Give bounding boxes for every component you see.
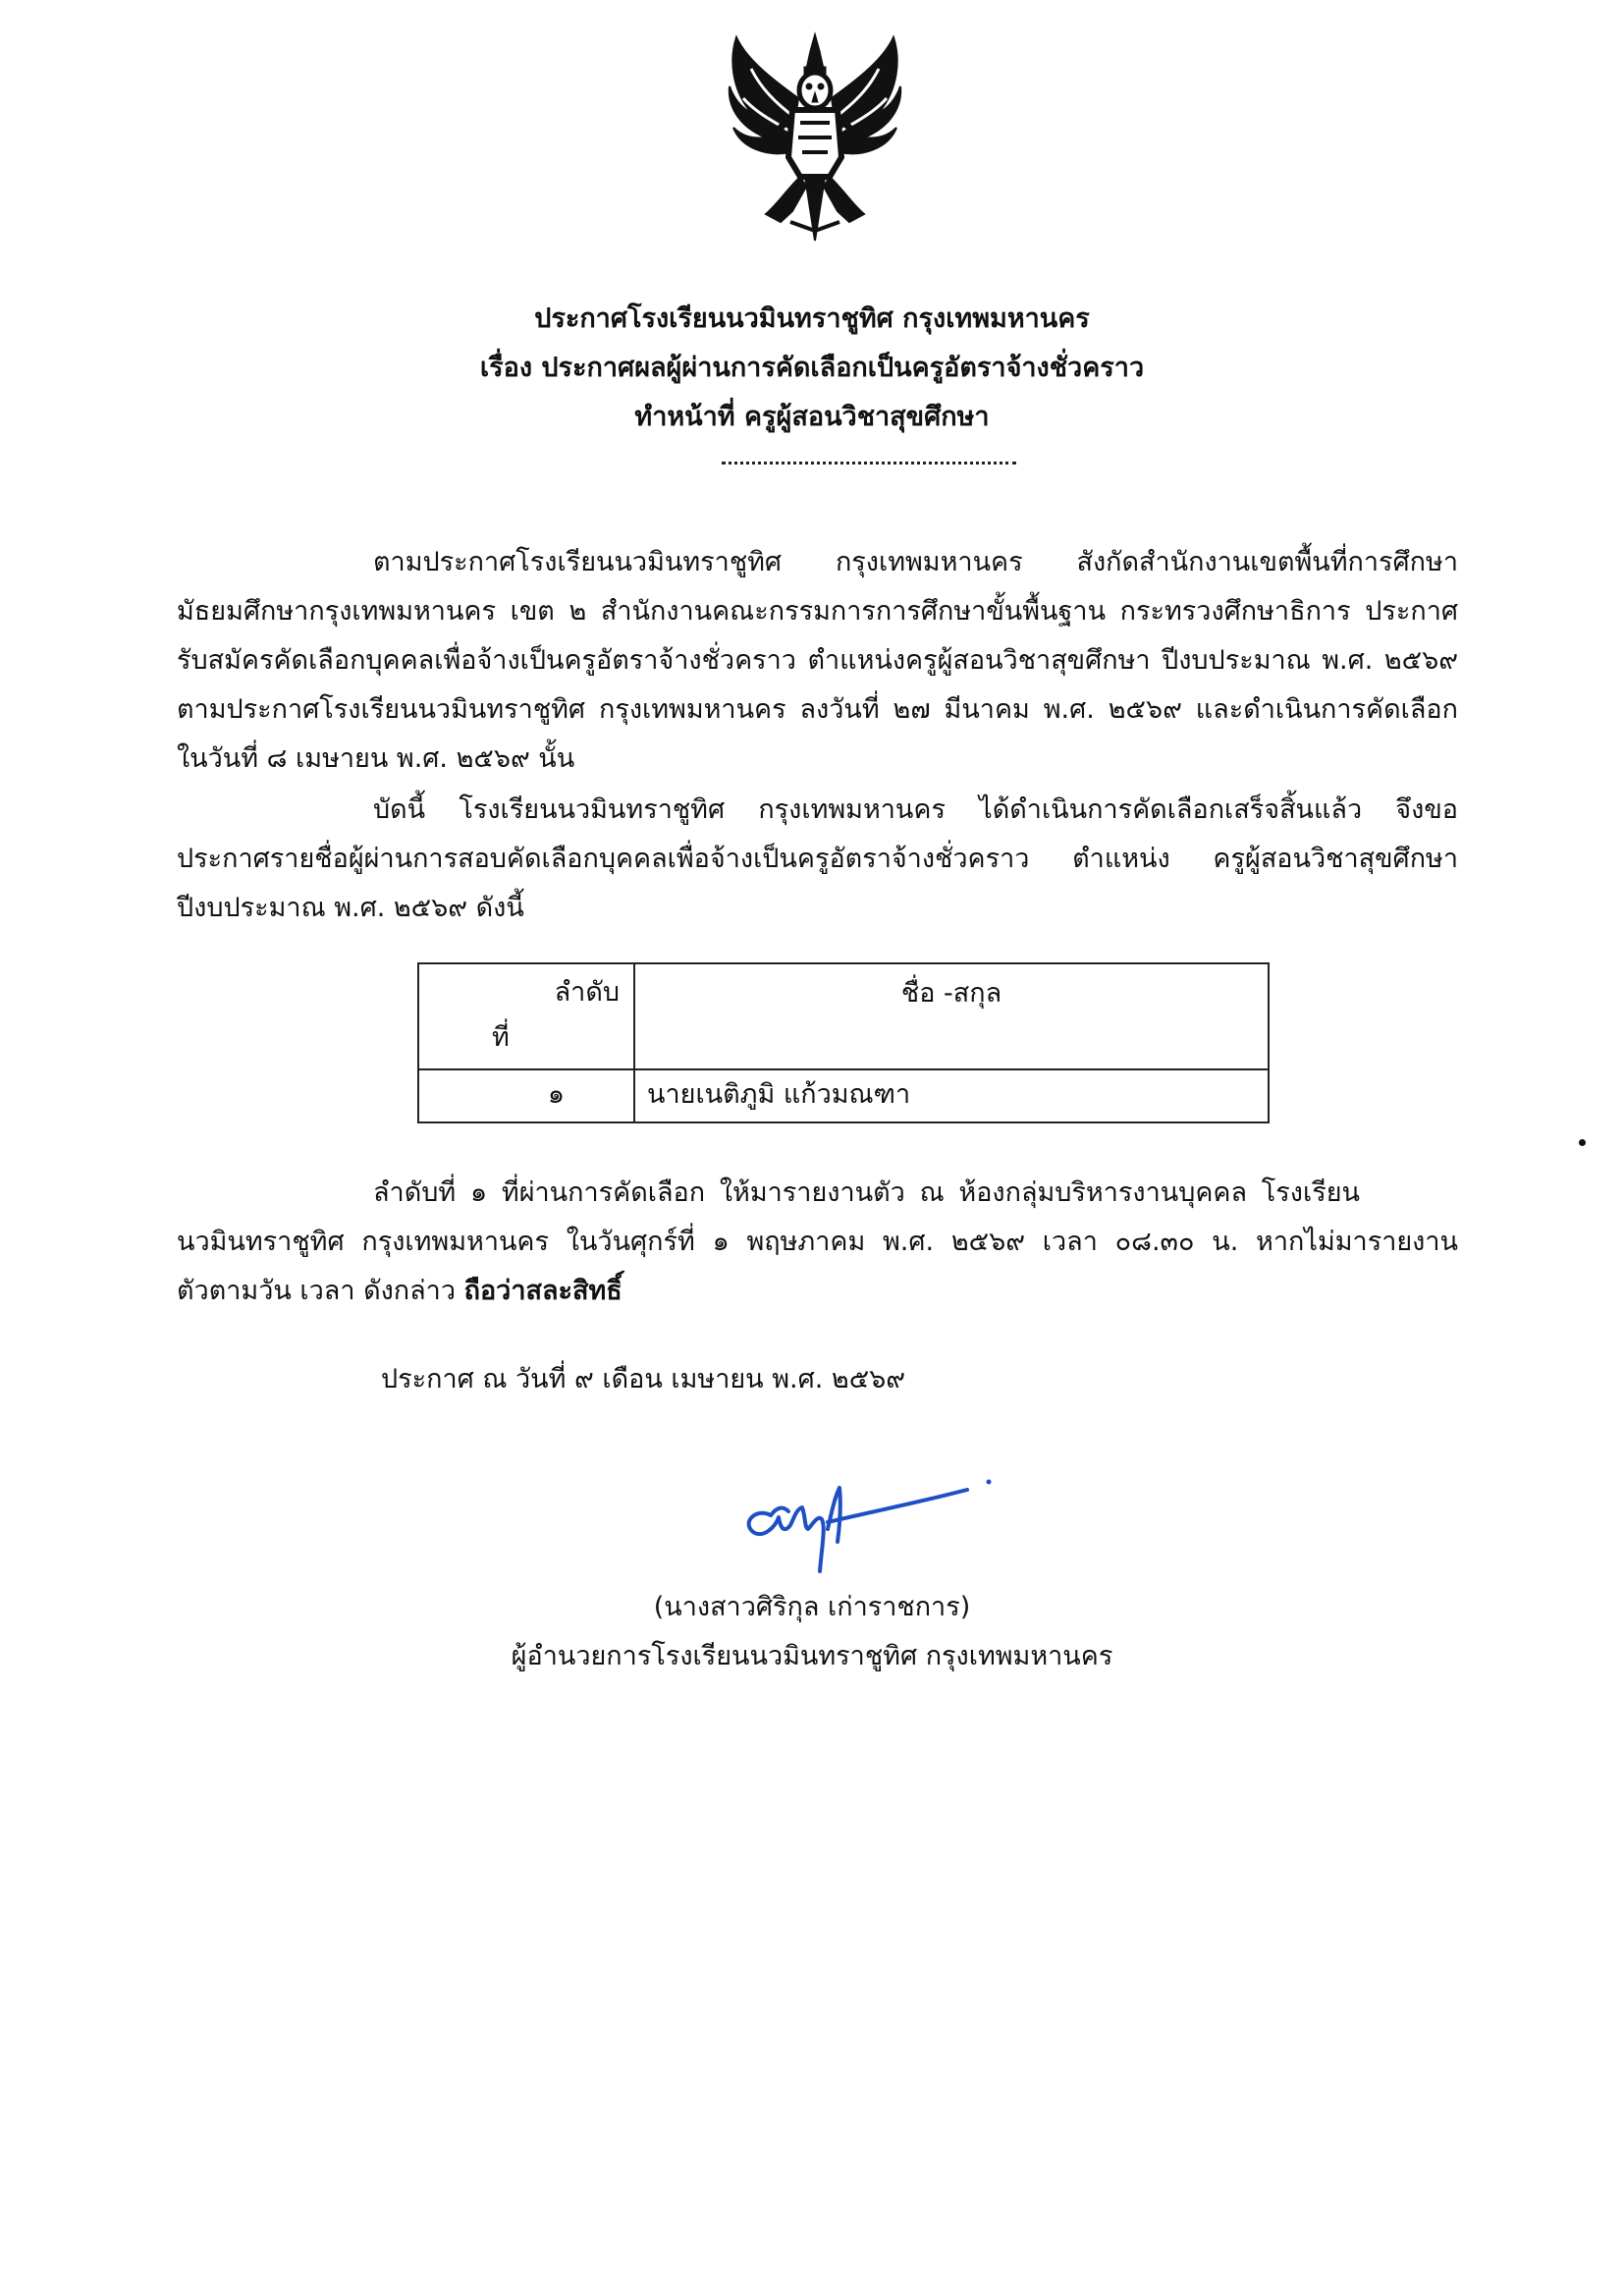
signatory-name: (นางสาวศิริกุล เก่าราชการ) [653, 1592, 971, 1622]
document-header [0, 295, 1624, 442]
header-line-1: ประกาศโรงเรียนนวมินทราชูทิศ กรุงเทพมหานคร [534, 303, 1090, 334]
paragraph-line: ปีงบประมาณ พ.ศ. ๒๕๖๙ ดังนี้ [177, 893, 524, 923]
row-name-cell: นายเนติภูมิ แก้วมณฑา [634, 1069, 1269, 1122]
paragraph-line: ตามประกาศโรงเรียนนวมินทราชูทิศ กรุงเทพมหานคร สังกัดสำนักงานเขตพื้นที่การศึกษา [373, 547, 1458, 577]
paragraph-line: นวมินทราชูทิศ กรุงเทพมหานคร ในวันศุกร์ที่ ๑ พฤษภาคม พ.ศ. ๒๕๖๙ เวลา ๐๘.๓๐ น. หากไม่มารายงาน [177, 1227, 1458, 1257]
column-header-name: ชื่อ -สกุล [634, 963, 1269, 1069]
results-table [417, 962, 1270, 1123]
paragraph-line: รับสมัครคัดเลือกบุคคลเพื่อจ้างเป็นครูอัตราจ้างชั่วคราว ตำแหน่งครูผู้สอนวิชาสุขศึกษา ปีงบประมาณ พ.ศ. ๒๕๖๙ [177, 645, 1458, 676]
paragraph-line: ลำดับที่ ๑ ที่ผ่านการคัดเลือก ให้มารายงานตัว ณ ห้องกลุ่มบริหารงานบุคคล โรงเรียน [373, 1177, 1360, 1208]
garuda-emblem-icon [722, 29, 908, 246]
scan-speck [1579, 1139, 1586, 1146]
paragraph-line: ในวันที่ ๘ เมษายน พ.ศ. ๒๕๖๙ นั้น [177, 743, 575, 774]
paragraph-line [177, 1267, 1458, 1316]
column-header-order-line-1: ลำดับ [554, 977, 620, 1008]
table-row [418, 1069, 1269, 1122]
paragraph-line: บัดนี้ โรงเรียนนวมินทราชูทิศ กรุงเทพมหานคร ได้ดำเนินการคัดเลือกเสร็จสิ้นแล้ว จึงขอ [373, 794, 1458, 825]
body-paragraph-3 [177, 1169, 1458, 1316]
column-header-order-line-2: ที่ [492, 1022, 510, 1053]
forfeit-notice: ถือว่าสละสิทธิ์ [463, 1276, 623, 1306]
body-paragraph-1 [177, 538, 1458, 784]
paragraph-line: มัธยมศึกษากรุงเทพมหานคร เขต ๒ สำนักงานคณะกรรมการการศึกษาขั้นพื้นฐาน กระทรวงศึกษาธิการ ประกาศ [177, 596, 1458, 627]
table-header-row [418, 963, 1269, 1069]
body-paragraph-2 [177, 786, 1458, 933]
row-order-cell: ๑ [418, 1069, 634, 1122]
header-separator [722, 462, 1016, 465]
header-line-3: ทำหน้าที่ ครูผู้สอนวิชาสุขศึกษา [634, 402, 990, 432]
paragraph-text: ตัวตามวัน เวลา ดังกล่าว [177, 1276, 464, 1306]
paragraph-line: ตามประกาศโรงเรียนนวมินทราชูทิศ กรุงเทพมหานคร ลงวันที่ ๒๗ มีนาคม พ.ศ. ๒๕๖๙ และดำเนินการคัดเลือก [177, 694, 1458, 725]
paragraph-line: ประกาศรายชื่อผู้ผ่านการสอบคัดเลือกบุคคลเพื่อจ้างเป็นครูอัตราจ้างชั่วคราว ตำแหน่ง ครูผู้สอนวิชาสุขศึกษา [177, 844, 1458, 874]
proclamation-date: ประกาศ ณ วันที่ ๙ เดือน เมษายน พ.ศ. ๒๕๖๙ [381, 1364, 906, 1394]
header-line-2: เรื่อง ประกาศผลผู้ผ่านการคัดเลือกเป็นครูอัตราจ้างชั่วคราว [479, 353, 1145, 383]
signature-image [731, 1468, 1006, 1581]
column-header-order [418, 963, 634, 1069]
signatory-position: ผู้อำนวยการโรงเรียนนวมินทราชูทิศ กรุงเทพมหานคร [511, 1641, 1113, 1671]
